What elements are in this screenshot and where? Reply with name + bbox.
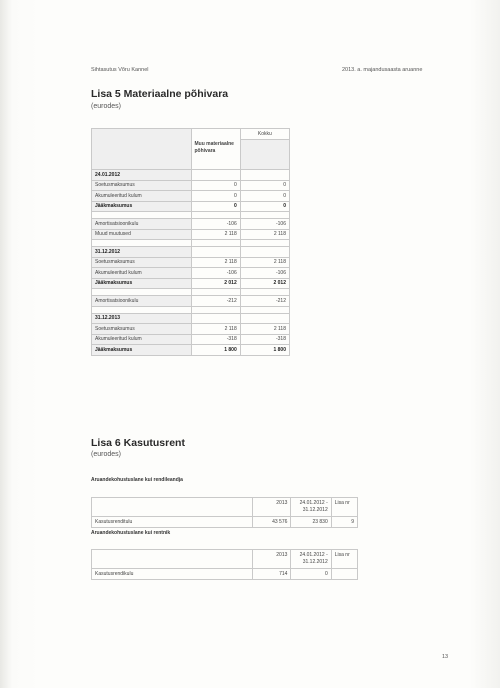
value-cell: -106 bbox=[191, 219, 240, 230]
spacer-row bbox=[92, 289, 290, 296]
value-cell: -212 bbox=[191, 296, 240, 307]
note-number bbox=[331, 569, 357, 580]
table-row bbox=[92, 257, 290, 268]
row-label: Akumuleeritud kulum bbox=[92, 334, 192, 345]
fixed-assets-table bbox=[91, 128, 290, 356]
row-label: Muud muutused bbox=[92, 229, 192, 240]
year-header: 2013 bbox=[252, 498, 290, 517]
total-cell: 0 bbox=[240, 201, 289, 212]
value-cell: -106 bbox=[191, 268, 240, 279]
row-label: Akumuleeritud kulum bbox=[92, 268, 192, 279]
table-row bbox=[92, 278, 290, 289]
total-cell: -106 bbox=[240, 268, 289, 279]
row-label: Kasutusrenditulu bbox=[92, 517, 253, 528]
table-row bbox=[92, 334, 290, 345]
value-cell: 1 800 bbox=[191, 345, 240, 356]
table-row bbox=[92, 268, 290, 279]
lessee-table bbox=[91, 549, 358, 580]
value-cell: -318 bbox=[191, 334, 240, 345]
table-row bbox=[92, 180, 290, 191]
value-cell: 2 118 bbox=[191, 229, 240, 240]
date-row bbox=[92, 170, 290, 181]
value-2012: 0 bbox=[291, 569, 331, 580]
note6-title: Lisa 6 Kasutusrent bbox=[91, 437, 185, 449]
page-number: 13 bbox=[442, 654, 449, 660]
date-row bbox=[92, 313, 290, 324]
row-label: Jääkmaksumus bbox=[92, 201, 192, 212]
total-header: Kokku bbox=[240, 129, 289, 140]
row-label: Soetusmaksumus bbox=[92, 180, 192, 191]
lessor-table bbox=[91, 497, 358, 528]
row-label: Jääkmaksumus bbox=[92, 278, 192, 289]
value-cell: 0 bbox=[191, 180, 240, 191]
table-row bbox=[92, 324, 290, 335]
table-row bbox=[92, 229, 290, 240]
note6-unit: (eurodes) bbox=[91, 451, 121, 458]
row-label: Jääkmaksumus bbox=[92, 345, 192, 356]
date-label: 31.12.2013 bbox=[92, 313, 192, 324]
row-label: Amortisatsioonikulu bbox=[92, 296, 192, 307]
note5-title: Lisa 5 Materiaalne põhivara bbox=[91, 88, 229, 100]
table-corner bbox=[92, 129, 192, 140]
table-row bbox=[92, 201, 290, 212]
row-label: Soetusmaksumus bbox=[92, 257, 192, 268]
row-label: Soetusmaksumus bbox=[92, 324, 192, 335]
table-row bbox=[92, 219, 290, 230]
total-cell: 0 bbox=[240, 191, 289, 202]
value-cell: 0 bbox=[191, 191, 240, 202]
note-number-header: Lisa nr bbox=[331, 498, 357, 517]
spacer-row bbox=[92, 306, 290, 313]
lessee-caption: Aruandekohustuslane kui rentnik bbox=[91, 530, 171, 536]
row-label: Amortisatsioonikulu bbox=[92, 219, 192, 230]
total-cell: 2 012 bbox=[240, 278, 289, 289]
column-header: Muu materiaalne põhivara bbox=[191, 139, 240, 170]
spacer-row bbox=[92, 240, 290, 247]
year-header: 2013 bbox=[253, 550, 291, 569]
total-cell: -106 bbox=[240, 219, 289, 230]
note-number-header: Lisa nr bbox=[331, 550, 357, 569]
note5-unit: (eurodes) bbox=[91, 103, 121, 110]
row-label: Kasutusrendikulu bbox=[92, 569, 253, 580]
total-cell: -318 bbox=[240, 334, 289, 345]
note-number: 9 bbox=[331, 517, 357, 528]
table-row bbox=[92, 345, 290, 356]
value-2013: 714 bbox=[253, 569, 291, 580]
date-label: 24.01.2012 bbox=[92, 170, 192, 181]
period-header: 24.01.2012 - 31.12.2012 bbox=[291, 498, 331, 517]
row-label: Akumuleeritud kulum bbox=[92, 191, 192, 202]
value-2012: 23 830 bbox=[291, 517, 331, 528]
table-row bbox=[92, 296, 290, 307]
spacer-row bbox=[92, 212, 290, 219]
report-title: 2013. a. majandusaasta aruanne bbox=[342, 67, 423, 73]
total-cell: 1 800 bbox=[240, 345, 289, 356]
date-row bbox=[92, 247, 290, 258]
period-header: 24.01.2012 - 31.12.2012 bbox=[291, 550, 331, 569]
total-cell: 0 bbox=[240, 180, 289, 191]
value-cell: 2 118 bbox=[191, 324, 240, 335]
company-name: Sihtasutus Võru Kannel bbox=[91, 67, 149, 73]
total-cell: 2 118 bbox=[240, 324, 289, 335]
value-cell: 0 bbox=[191, 201, 240, 212]
date-label: 31.12.2012 bbox=[92, 247, 192, 258]
total-cell: -212 bbox=[240, 296, 289, 307]
total-cell: 2 118 bbox=[240, 229, 289, 240]
value-2013: 43 576 bbox=[252, 517, 290, 528]
value-cell: 2 118 bbox=[191, 257, 240, 268]
total-cell: 2 118 bbox=[240, 257, 289, 268]
lessor-caption: Aruandekohustuslane kui rendileandja bbox=[91, 477, 183, 483]
table-row bbox=[92, 191, 290, 202]
value-cell: 2 012 bbox=[191, 278, 240, 289]
